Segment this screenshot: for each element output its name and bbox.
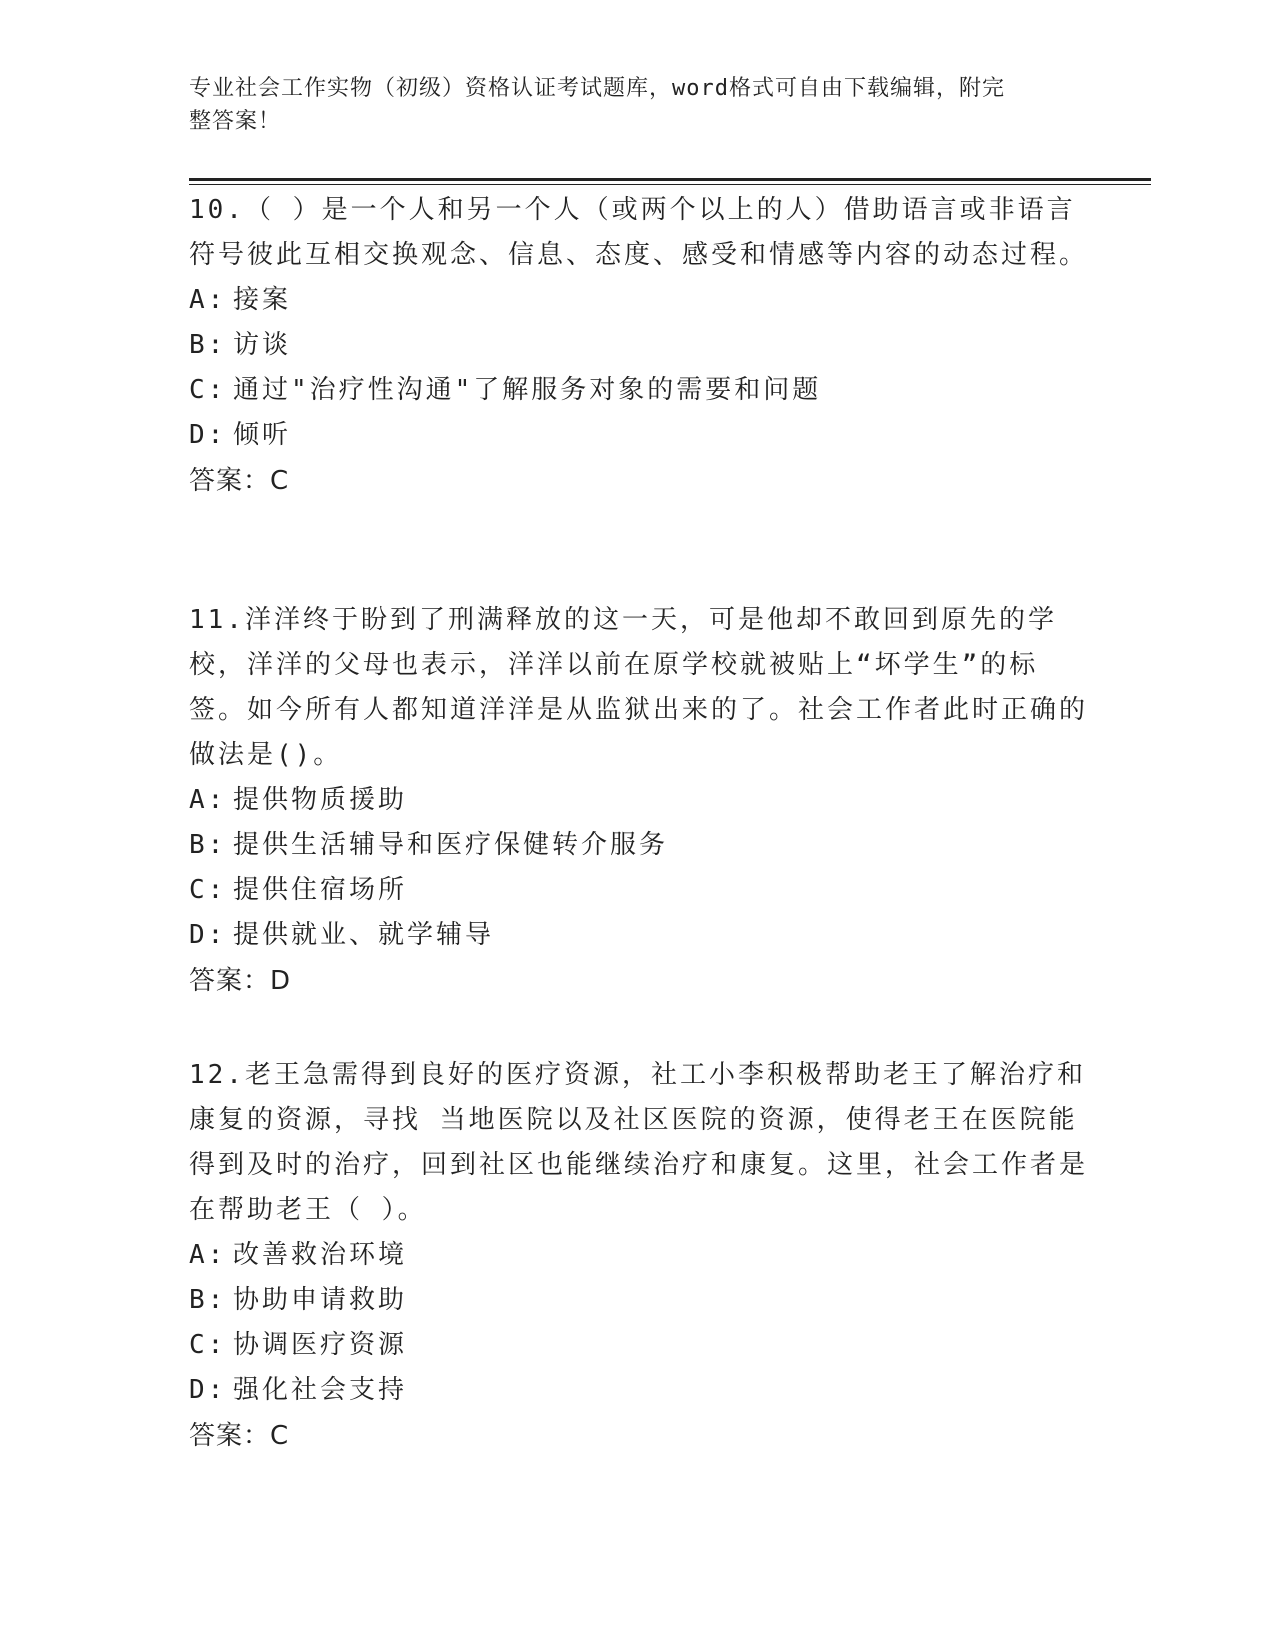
header-line-2: 整答案！ xyxy=(189,109,282,134)
option-letter: D: xyxy=(189,420,227,450)
option-text: 协调医疗资源 xyxy=(233,1330,408,1360)
option-d xyxy=(189,1368,1089,1413)
option-b xyxy=(189,323,1089,368)
option-letter: A: xyxy=(189,785,227,815)
option-text: 提供住宿场所 xyxy=(233,875,408,905)
option-text: 提供物质援助 xyxy=(233,785,408,815)
option-d xyxy=(189,913,1089,958)
option-a xyxy=(189,1233,1089,1278)
header-line-1: 专业社会工作实物（初级）资格认证考试题库，word格式可自由下载编辑，附完 xyxy=(189,76,1005,101)
answer-line: 答案：D xyxy=(189,966,292,996)
option-a xyxy=(189,278,1089,323)
question-stem: 11.洋洋终于盼到了刑满释放的这一天，可是他却不敢回到原先的学校，洋洋的父母也表示，洋洋以前在原学校就被贴上“坏学生”的标签。如今所有人都知道洋洋是从监狱出来的了。社会工作者此时正确的做法是()。 xyxy=(189,605,1089,770)
option-text: 通过"治疗性沟通"了解服务对象的需要和问题 xyxy=(233,375,822,405)
question-11 xyxy=(189,598,1089,1004)
option-d xyxy=(189,413,1089,458)
option-text: 强化社会支持 xyxy=(233,1375,408,1405)
option-text: 访谈 xyxy=(233,330,292,360)
option-c xyxy=(189,1323,1089,1368)
question-10 xyxy=(189,188,1089,504)
header-divider-thick xyxy=(189,178,1151,181)
option-letter: C: xyxy=(189,375,227,405)
option-letter: C: xyxy=(189,1330,227,1360)
option-letter: B: xyxy=(189,330,227,360)
question-stem: 12.老王急需得到良好的医疗资源，社工小李积极帮助老王了解治疗和康复的资源，寻找 当地医院以及社区医院的资源，使得老王在医院能得到及时的治疗，回到社区也能继续治疗和康复。这里，社会工作者是在帮助老王（ ）。 xyxy=(189,1060,1089,1225)
option-letter: D: xyxy=(189,1375,227,1405)
option-letter: C: xyxy=(189,875,227,905)
option-text: 倾听 xyxy=(233,420,292,450)
question-stem: 10.（ ）是一个人和另一个人（或两个以上的人）借助语言或非语言符号彼此互相交换观念、信息、态度、感受和情感等内容的动态过程。 xyxy=(189,195,1089,270)
option-c xyxy=(189,868,1089,913)
option-b xyxy=(189,1278,1089,1323)
option-text: 提供生活辅导和医疗保健转介服务 xyxy=(233,830,669,860)
option-letter: D: xyxy=(189,920,227,950)
question-12 xyxy=(189,1053,1089,1459)
header-divider-thin xyxy=(189,184,1151,185)
answer-line: 答案：C xyxy=(189,1421,290,1451)
answer-line: 答案：C xyxy=(189,466,290,496)
document-header xyxy=(189,72,1069,138)
option-b xyxy=(189,823,1089,868)
option-text: 接案 xyxy=(233,285,292,315)
option-text: 协助申请救助 xyxy=(233,1285,408,1315)
option-text: 提供就业、就学辅导 xyxy=(233,920,495,950)
option-c xyxy=(189,368,1089,413)
option-letter: A: xyxy=(189,1240,227,1270)
option-letter: A: xyxy=(189,285,227,315)
option-letter: B: xyxy=(189,1285,227,1315)
option-letter: B: xyxy=(189,830,227,860)
option-a xyxy=(189,778,1089,823)
option-text: 改善救治环境 xyxy=(233,1240,408,1270)
